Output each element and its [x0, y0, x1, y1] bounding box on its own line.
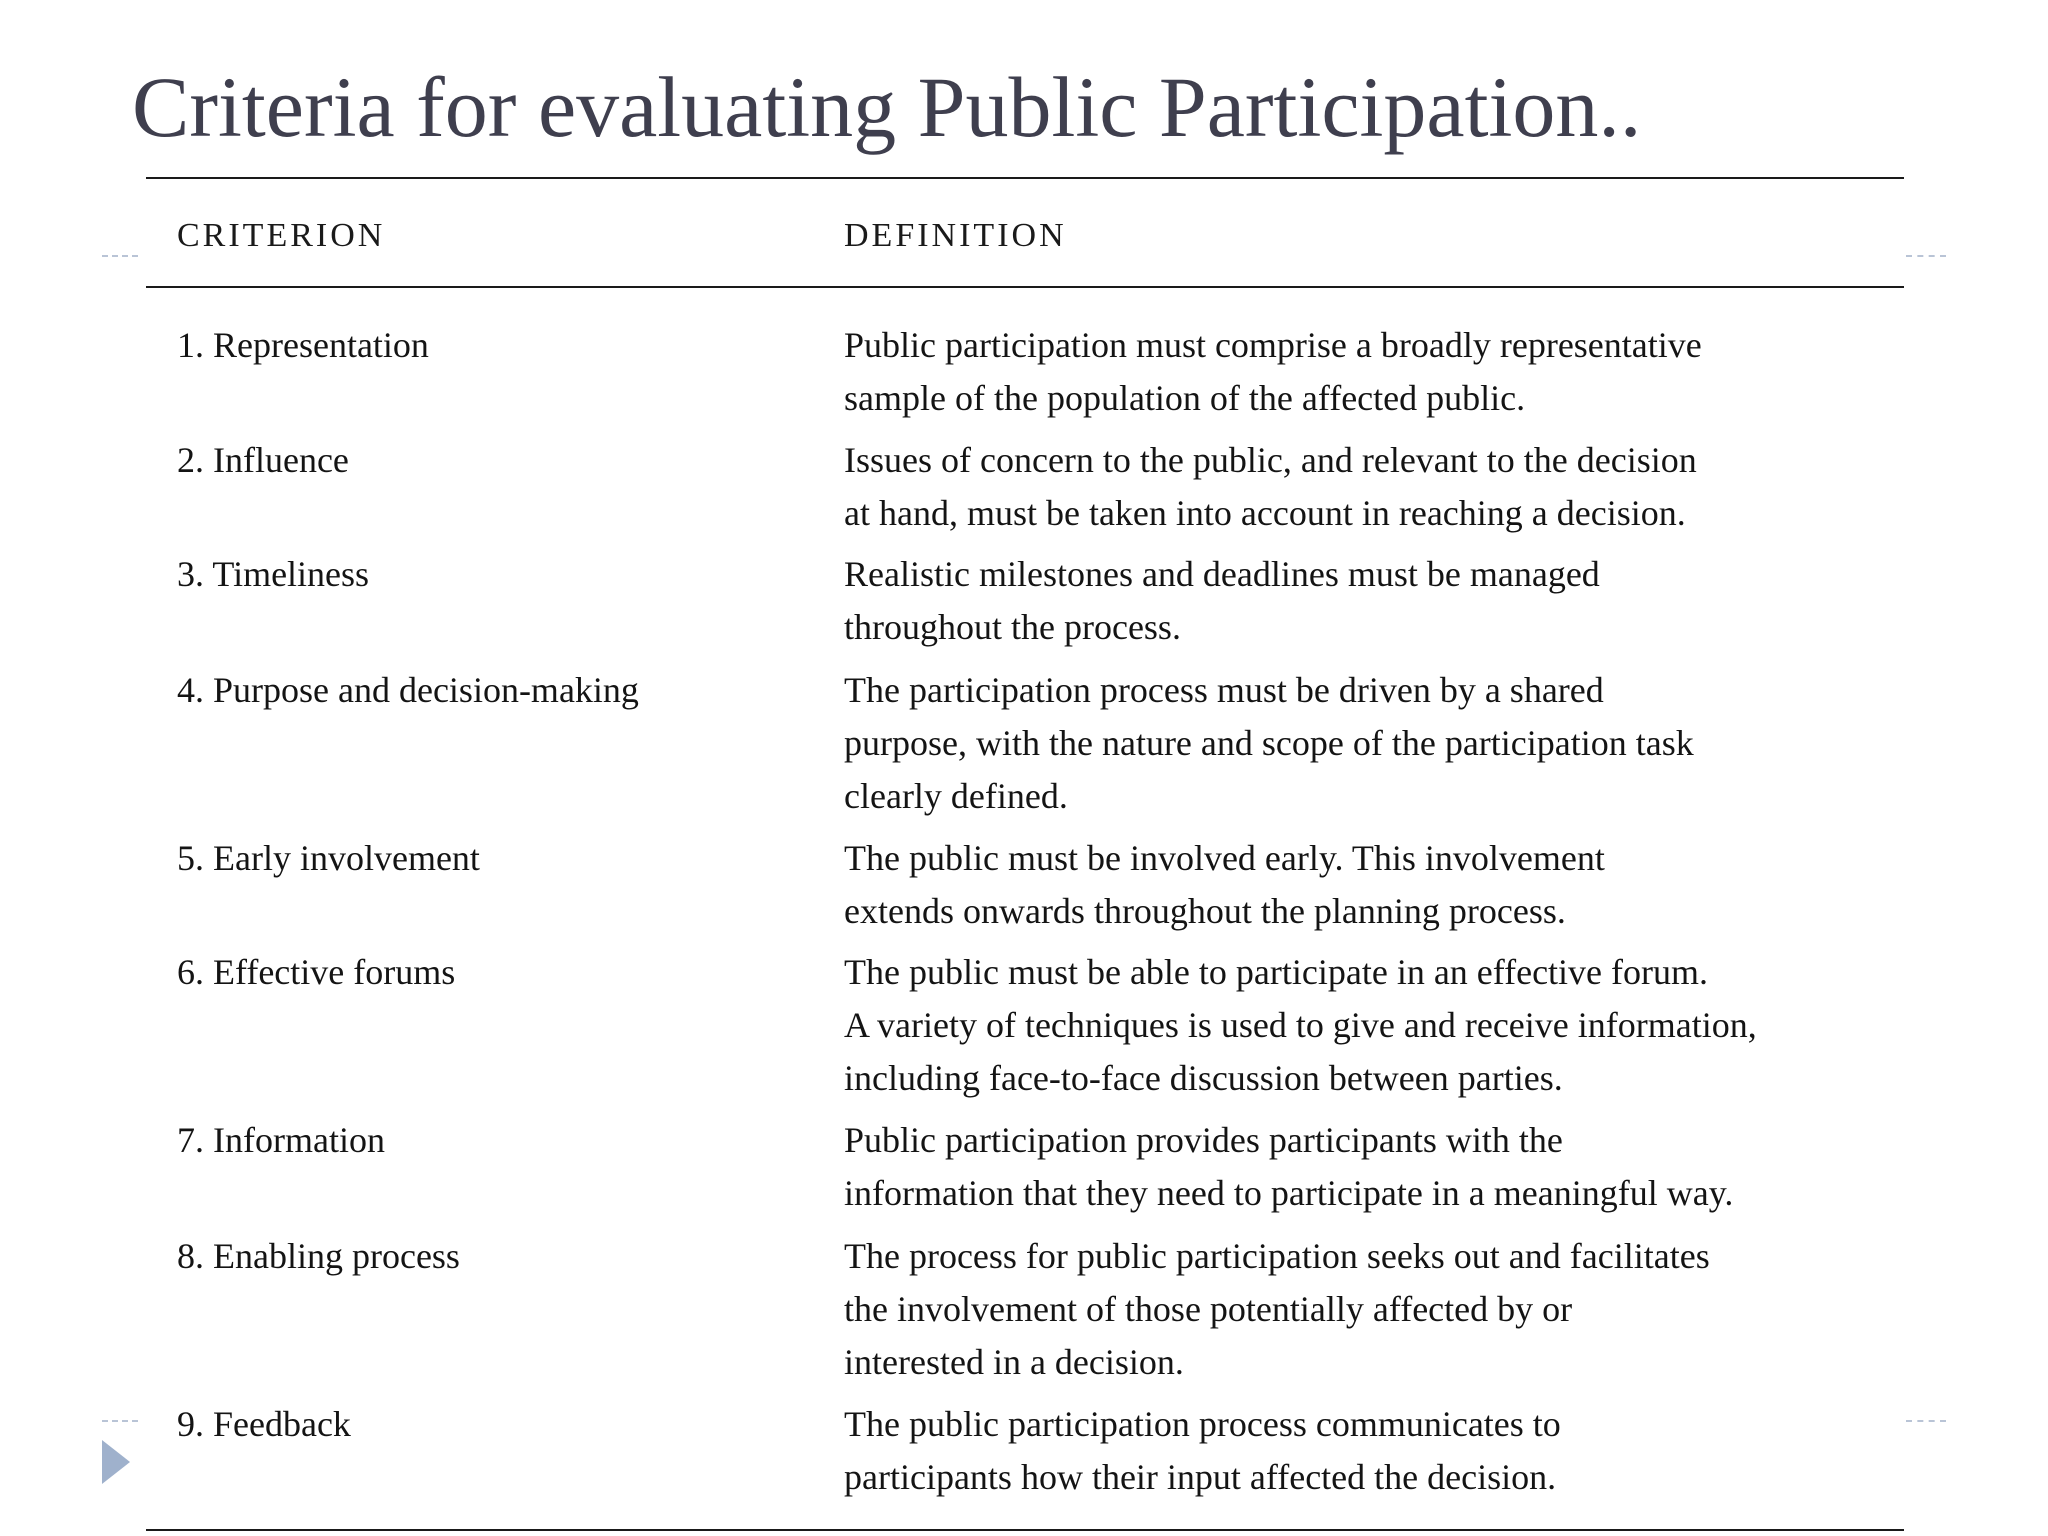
definition-line: at hand, must be taken into account in reaching a decision.: [844, 493, 1686, 533]
definition-line: sample of the population of the affected public.: [844, 378, 1526, 418]
definition-line: the involvement of those potentially affected by or: [844, 1289, 1573, 1329]
definition-cell: [844, 1230, 1884, 1389]
criterion-cell: 8. Enabling process: [177, 1236, 460, 1276]
definition-line: The public must be involved early. This involvement: [844, 838, 1605, 878]
definition-line: A variety of techniques is used to give and receive information,: [844, 1005, 1757, 1045]
criterion-cell: 2. Influence: [177, 440, 349, 480]
definition-line: purpose, with the nature and scope of the participation task: [844, 723, 1694, 763]
definition-cell: [844, 434, 1884, 540]
definition-line: Realistic milestones and deadlines must be managed: [844, 554, 1600, 594]
guide-mark-bottom-right: [1906, 1420, 1946, 1422]
definition-line: Public participation must comprise a broadly representative: [844, 325, 1702, 365]
guide-mark-top-left: [102, 255, 138, 257]
table-header-rule: [146, 286, 1904, 288]
definition-line: interested in a decision.: [844, 1342, 1184, 1382]
definition-line: The participation process must be driven by a shared: [844, 670, 1604, 710]
definition-line: including face-to-face discussion between parties.: [844, 1058, 1563, 1098]
definition-cell: [844, 664, 1884, 823]
criterion-cell: 9. Feedback: [177, 1404, 351, 1444]
definition-line: clearly defined.: [844, 776, 1068, 816]
column-header-criterion: CRITERION: [177, 217, 386, 254]
criterion-cell: 4. Purpose and decision-making: [177, 670, 639, 710]
slide-title: Criteria for evaluating Public Participation..: [132, 59, 1642, 155]
definition-line: participants how their input affected the decision.: [844, 1457, 1557, 1497]
criterion-cell: 7. Information: [177, 1120, 385, 1160]
criterion-cell: 6. Effective forums: [177, 952, 456, 992]
criterion-cell: 5. Early involvement: [177, 838, 480, 878]
definition-cell: [844, 1398, 1884, 1504]
table-bottom-rule: [146, 1529, 1904, 1531]
definition-line: The public must be able to participate in an effective forum.: [844, 952, 1709, 992]
guide-mark-top-right: [1906, 255, 1946, 257]
table-top-rule: [146, 177, 1904, 179]
criterion-cell: 1. Representation: [177, 325, 429, 365]
definition-line: extends onwards throughout the planning process.: [844, 891, 1566, 931]
triangle-right-icon: [102, 1440, 130, 1484]
definition-cell: [844, 548, 1884, 654]
definition-cell: [844, 832, 1884, 938]
definition-cell: [844, 946, 1884, 1105]
definition-line: Issues of concern to the public, and relevant to the decision: [844, 440, 1697, 480]
definition-line: information that they need to participate in a meaningful way.: [844, 1173, 1734, 1213]
definition-line: The public participation process communicates to: [844, 1404, 1561, 1444]
definition-cell: [844, 1114, 1884, 1220]
criterion-cell: 3. Timeliness: [177, 554, 370, 594]
column-header-definition: DEFINITION: [844, 217, 1067, 254]
guide-mark-bottom-left: [102, 1420, 138, 1422]
definition-line: Public participation provides participants with the: [844, 1120, 1563, 1160]
definition-line: throughout the process.: [844, 607, 1181, 647]
definition-cell: [844, 319, 1884, 425]
definition-line: The process for public participation seeks out and facilitates: [844, 1236, 1710, 1276]
